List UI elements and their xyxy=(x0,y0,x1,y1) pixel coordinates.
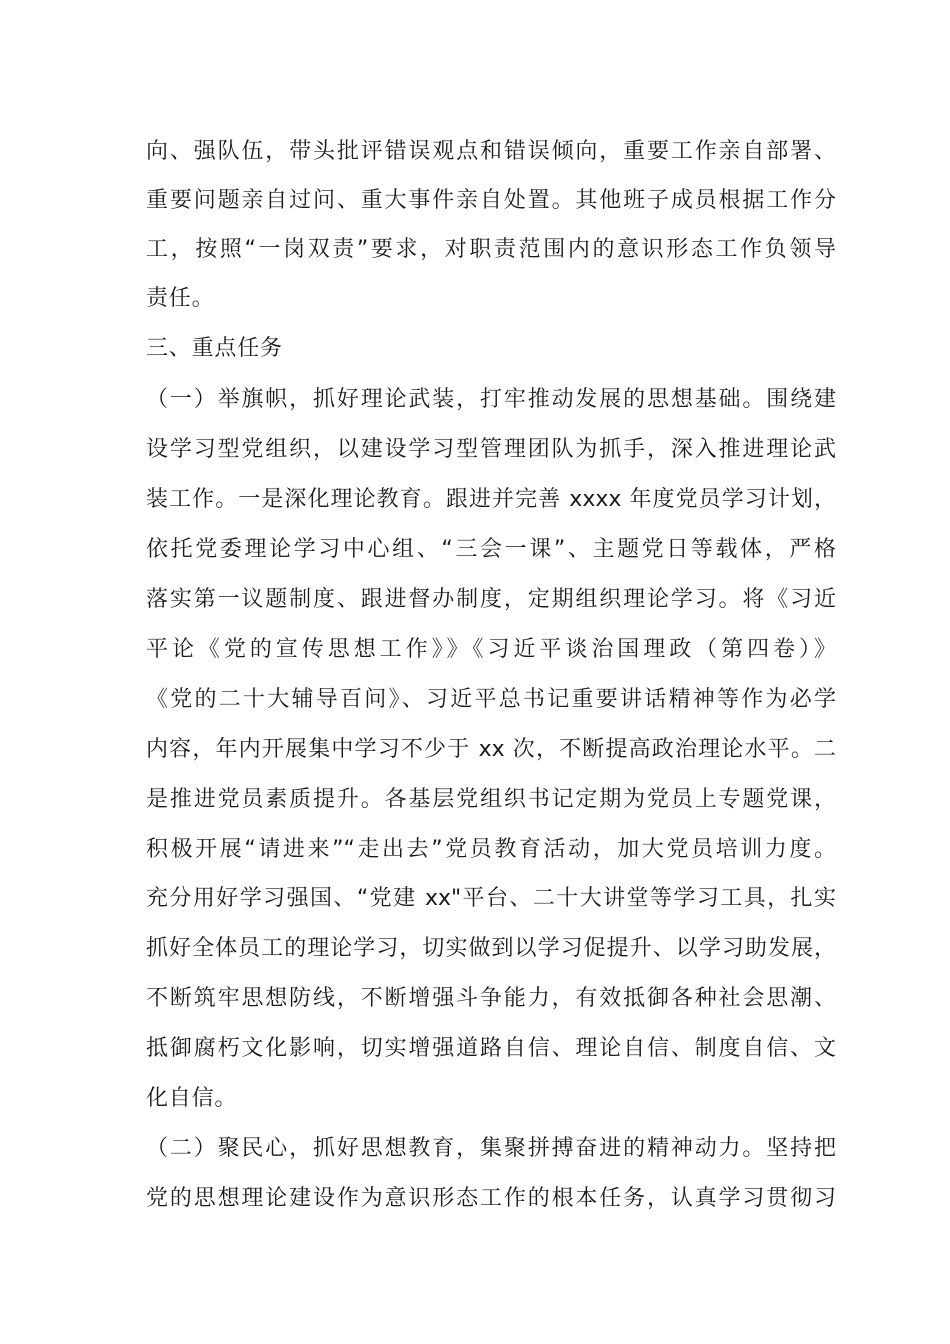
text-line: 抵御腐朽文化影响，切实增强道路自信、理论自信、制度自信、文 xyxy=(146,1036,836,1061)
text-line: （二）聚民心，抓好思想教育，集聚拼搏奋进的精神动力。坚持把 xyxy=(146,1136,836,1161)
text-line: 内容，年内开展集中学习不少于 xx 次，不断提高政治理论水平。二 xyxy=(146,737,836,762)
text-line: 向、强队伍，带头批评错误观点和错误倾向，重要工作亲自部署、 xyxy=(146,139,836,164)
text-line: 重要问题亲自过问、重大事件亲自处置。其他班子成员根据工作分 xyxy=(146,188,836,213)
text-line: （一）举旗帜，抓好理论武装，打牢推动发展的思想基础。围绕建 xyxy=(146,387,836,412)
text-line: 积极开展“请进来”“走出去”党员教育活动，加大党员培训力度。 xyxy=(146,837,836,862)
text-line: 化自信。 xyxy=(146,1086,238,1111)
text-line: 工，按照“一岗双责”要求，对职责范围内的意识形态工作负领导 xyxy=(146,237,836,262)
text-line: 党的思想理论建设作为意识形态工作的根本任务，认真学习贯彻习 xyxy=(146,1186,836,1211)
section-heading: 三、重点任务 xyxy=(146,336,283,361)
text-line: 是推进党员素质提升。各基层党组织书记定期为党员上专题党课， xyxy=(146,787,836,812)
text-line: 抓好全体员工的理论学习，切实做到以学习促提升、以学习助发展， xyxy=(146,936,836,961)
text-line: 责任。 xyxy=(146,286,215,311)
text-line: 设学习型党组织，以建设学习型管理团队为抓手，深入推进理论武 xyxy=(146,437,836,462)
text-line: 落实第一议题制度、跟进督办制度，定期组织理论学习。将《习近 xyxy=(146,587,836,612)
text-line: 平论《党的宣传思想工作》》《习近平谈治国理政（第四卷）》 xyxy=(146,637,836,662)
text-line: 依托党委理论学习中心组、“三会一课”、主题党日等载体，严格 xyxy=(146,537,836,562)
text-line: 装工作。一是深化理论教育。跟进并完善 xxxx 年度党员学习计划， xyxy=(146,487,836,512)
text-line: 充分用好学习强国、“党建 xx"平台、二十大讲堂等学习工具，扎实 xyxy=(146,886,836,911)
text-line: 《党的二十大辅导百问》、习近平总书记重要讲话精神等作为必学 xyxy=(146,687,836,712)
text-line: 不断筑牢思想防线，不断增强斗争能力，有效抵御各种社会思潮、 xyxy=(146,986,836,1011)
